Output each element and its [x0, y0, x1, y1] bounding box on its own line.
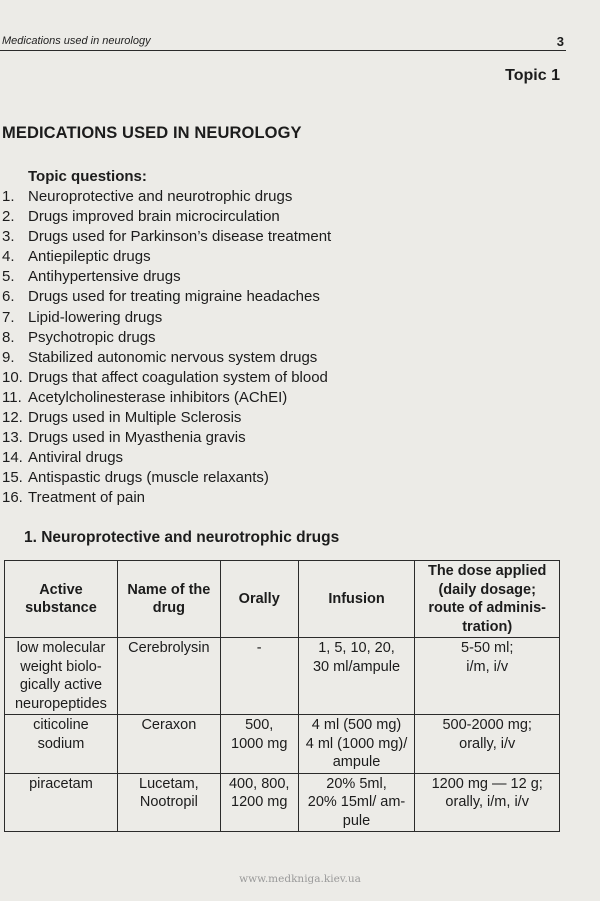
cell-line: Infusion	[328, 590, 385, 607]
list-item-number: 7.	[2, 308, 15, 326]
page-number: 3	[556, 34, 564, 49]
list-item	[0, 428, 331, 448]
list-item	[0, 287, 331, 307]
cell-dose	[415, 638, 560, 715]
table-header-row	[5, 561, 560, 638]
list-item	[0, 388, 331, 408]
list-item-text: Drugs that affect coagulation system of blood	[28, 368, 328, 386]
header-infusion	[298, 561, 415, 638]
list-item-number: 8.	[2, 328, 15, 346]
table-row	[5, 773, 560, 832]
header-dose	[415, 561, 560, 638]
list-item-text: Lipid-lowering drugs	[28, 308, 163, 326]
cell-orally	[220, 773, 298, 832]
list-item-text: Acetylcholinesterase inhibitors (AChEI)	[28, 388, 288, 406]
cell-line: 1000 mg	[231, 735, 288, 752]
cell-line: 5-50 ml;	[461, 640, 514, 656]
list-item-number: 16.	[2, 489, 23, 507]
list-item-text: Antihypertensive drugs	[28, 268, 181, 286]
list-item-text: Drugs improved brain microcirculation	[28, 208, 280, 226]
cell-line: ampule	[332, 754, 381, 770]
list-item	[0, 267, 331, 287]
list-item-number: 2.	[2, 208, 15, 226]
running-head: Medications used in neurology	[2, 35, 151, 47]
cell-line: citicoline	[33, 717, 89, 733]
header-active-substance	[5, 561, 118, 638]
list-item	[0, 488, 331, 508]
list-item-text: Drugs used in Multiple Sclerosis	[28, 409, 242, 427]
footer-url: www.medkniga.kiev.ua	[239, 873, 361, 885]
list-item-number: 12.	[2, 409, 23, 427]
cell-line: substance	[25, 600, 97, 616]
topic-questions-list	[0, 187, 331, 509]
cell-line: 400, 800,	[228, 775, 290, 792]
list-item-number: 9.	[2, 348, 15, 366]
cell-line: piracetam	[29, 775, 93, 792]
list-item-text: Treatment of pain	[28, 489, 146, 507]
list-item	[0, 468, 331, 488]
cell-line: gically active	[19, 677, 103, 693]
cell-line: -	[256, 640, 262, 656]
cell-line: i/m, i/v	[466, 658, 509, 675]
list-item-number: 4.	[2, 248, 15, 266]
cell-line: Cerebrolysin	[128, 640, 210, 656]
list-item-number: 6.	[2, 288, 15, 306]
cell-line: weight biolo-	[20, 658, 102, 675]
list-item-number: 3.	[2, 228, 15, 246]
topic-questions-heading: Topic questions:	[28, 168, 147, 185]
cell-line: 4 ml (1000 mg)/	[305, 735, 408, 752]
list-item-number: 14.	[2, 449, 23, 467]
list-item-text: Drugs used in Myasthenia gravis	[28, 429, 246, 447]
list-item-text: Drugs used for Parkinson’s disease treatment	[28, 228, 332, 246]
page-header	[0, 34, 566, 51]
list-item-text: Drugs used for treating migraine headaches	[28, 288, 320, 306]
list-item	[0, 448, 331, 468]
list-item-number: 5.	[2, 268, 15, 286]
list-item-text: Psychotropic drugs	[28, 328, 156, 346]
cell-line: 30 ml/ampule	[312, 658, 401, 675]
cell-line: Ceraxon	[141, 717, 197, 733]
list-item	[0, 187, 331, 207]
cell-line: sodium	[37, 735, 85, 752]
cell-line: low molecular	[16, 640, 106, 656]
list-item-text: Stabilized autonomic nervous system drugs	[28, 348, 318, 366]
page-title: MEDICATIONS USED IN NEUROLOGY	[2, 124, 302, 142]
cell-line: pule	[342, 812, 371, 829]
cell-line: (daily dosage;	[438, 581, 536, 598]
table-row	[5, 715, 560, 774]
cell-orally	[220, 715, 298, 774]
list-item-text: Antiviral drugs	[28, 449, 124, 467]
list-item-number: 10.	[2, 368, 23, 386]
cell-line: 1, 5, 10, 20,	[318, 640, 395, 656]
cell-line: tration)	[462, 618, 513, 635]
list-item	[0, 328, 331, 348]
cell-name	[117, 773, 220, 832]
list-item-number: 1.	[2, 188, 15, 205]
cell-line: 1200 mg	[231, 794, 288, 810]
cell-line: 20% 5ml,	[326, 775, 387, 792]
cell-line: 20% 15ml/ am-	[307, 794, 406, 810]
topic-label: Topic 1	[505, 67, 560, 84]
table-row	[5, 638, 560, 715]
list-item	[0, 247, 331, 267]
list-item	[0, 227, 331, 247]
cell-line: 4 ml (500 mg)	[311, 717, 402, 733]
cell-line: route of adminis-	[428, 600, 546, 616]
list-item-number: 13.	[2, 429, 23, 447]
list-item-text: Antispastic drugs (muscle relaxants)	[28, 469, 269, 487]
list-item	[0, 308, 331, 328]
cell-active	[5, 715, 118, 774]
cell-line: Name of the	[127, 581, 211, 598]
list-item-number: 11.	[2, 388, 22, 406]
header-orally	[220, 561, 298, 638]
cell-name	[117, 715, 220, 774]
cell-line: drug	[152, 600, 185, 616]
header-drug-name	[117, 561, 220, 638]
cell-name	[117, 638, 220, 715]
cell-line: orally, i/v	[459, 735, 516, 752]
cell-active	[5, 773, 118, 832]
cell-line: neuropeptides	[14, 695, 107, 712]
cell-line: orally, i/m, i/v	[445, 794, 529, 810]
cell-orally	[220, 638, 298, 715]
list-item-number: 15.	[2, 469, 23, 487]
list-item	[0, 207, 331, 227]
cell-line: Orally	[238, 590, 280, 607]
cell-line: 1200 mg — 12 g;	[431, 775, 543, 792]
cell-dose	[415, 715, 560, 774]
list-item	[0, 368, 331, 388]
cell-infusion	[298, 773, 415, 832]
list-item	[0, 348, 331, 368]
drug-table	[4, 560, 560, 832]
cell-line: Active	[39, 581, 83, 598]
list-item-text: Neuroprotective and neurotrophic drugs	[28, 188, 293, 205]
cell-infusion	[298, 638, 415, 715]
cell-line: The dose applied	[427, 563, 547, 579]
cell-dose	[415, 773, 560, 832]
cell-line: 500,	[245, 717, 274, 733]
cell-active	[5, 638, 118, 715]
cell-line: 500-2000 mg;	[442, 717, 532, 733]
cell-line: Lucetam,	[139, 775, 199, 792]
list-item	[0, 408, 331, 428]
list-item-text: Antiepileptic drugs	[28, 248, 151, 266]
cell-infusion	[298, 715, 415, 774]
section-title: 1. Neuroprotective and neurotrophic drugs	[24, 529, 340, 546]
cell-line: Nootropil	[139, 794, 198, 810]
